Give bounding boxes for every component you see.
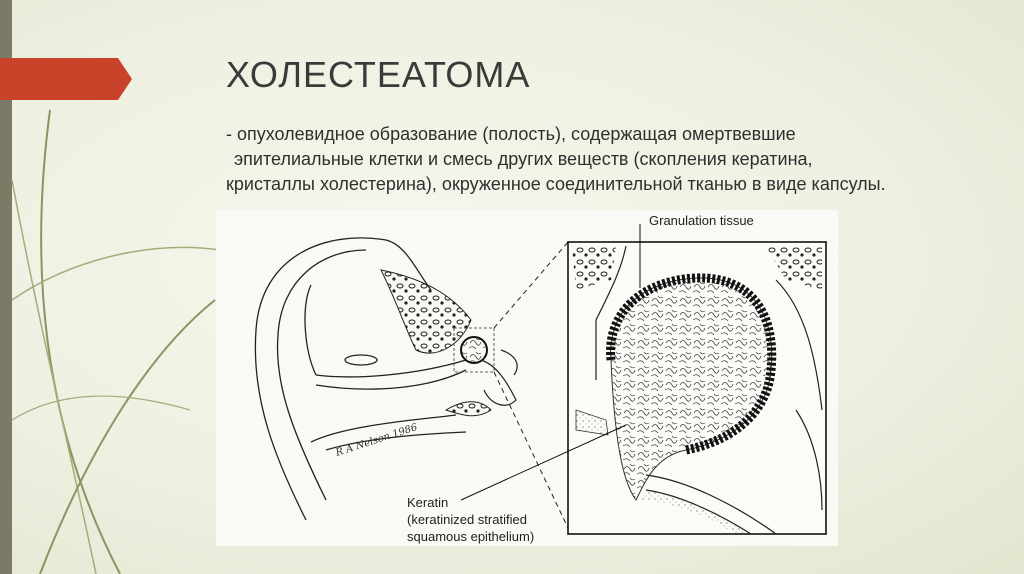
magnified-panel <box>568 242 826 534</box>
temporal-bone <box>381 270 517 416</box>
slide-description <box>226 122 1016 197</box>
keratin-label-line: Keratin <box>407 495 449 510</box>
title-accent-arrow <box>0 58 135 100</box>
description-line: - опухолевидное образование (полость), содержащая омертвевшие <box>226 124 796 144</box>
keratin-label-line: (keratinized stratified <box>407 512 527 527</box>
artist-signature: R A Nelson 1986 <box>334 422 419 459</box>
description-line: кристаллы холестерина), окруженное соединительной тканью в виде капсулы. <box>226 174 886 194</box>
granulation-tissue-label: Granulation tissue <box>649 213 754 228</box>
description-line: эпителиальные клетки и смесь других веществ (скопления кератина, <box>234 149 813 169</box>
slide-title: ХОЛЕСТЕАТОМА <box>226 54 531 95</box>
outer-ear <box>255 238 466 520</box>
keratin-label-line: squamous epithelium) <box>407 529 535 544</box>
keratin-label <box>407 494 534 545</box>
zoom-lines <box>494 242 568 528</box>
cholesteatoma-diagram <box>216 210 838 546</box>
